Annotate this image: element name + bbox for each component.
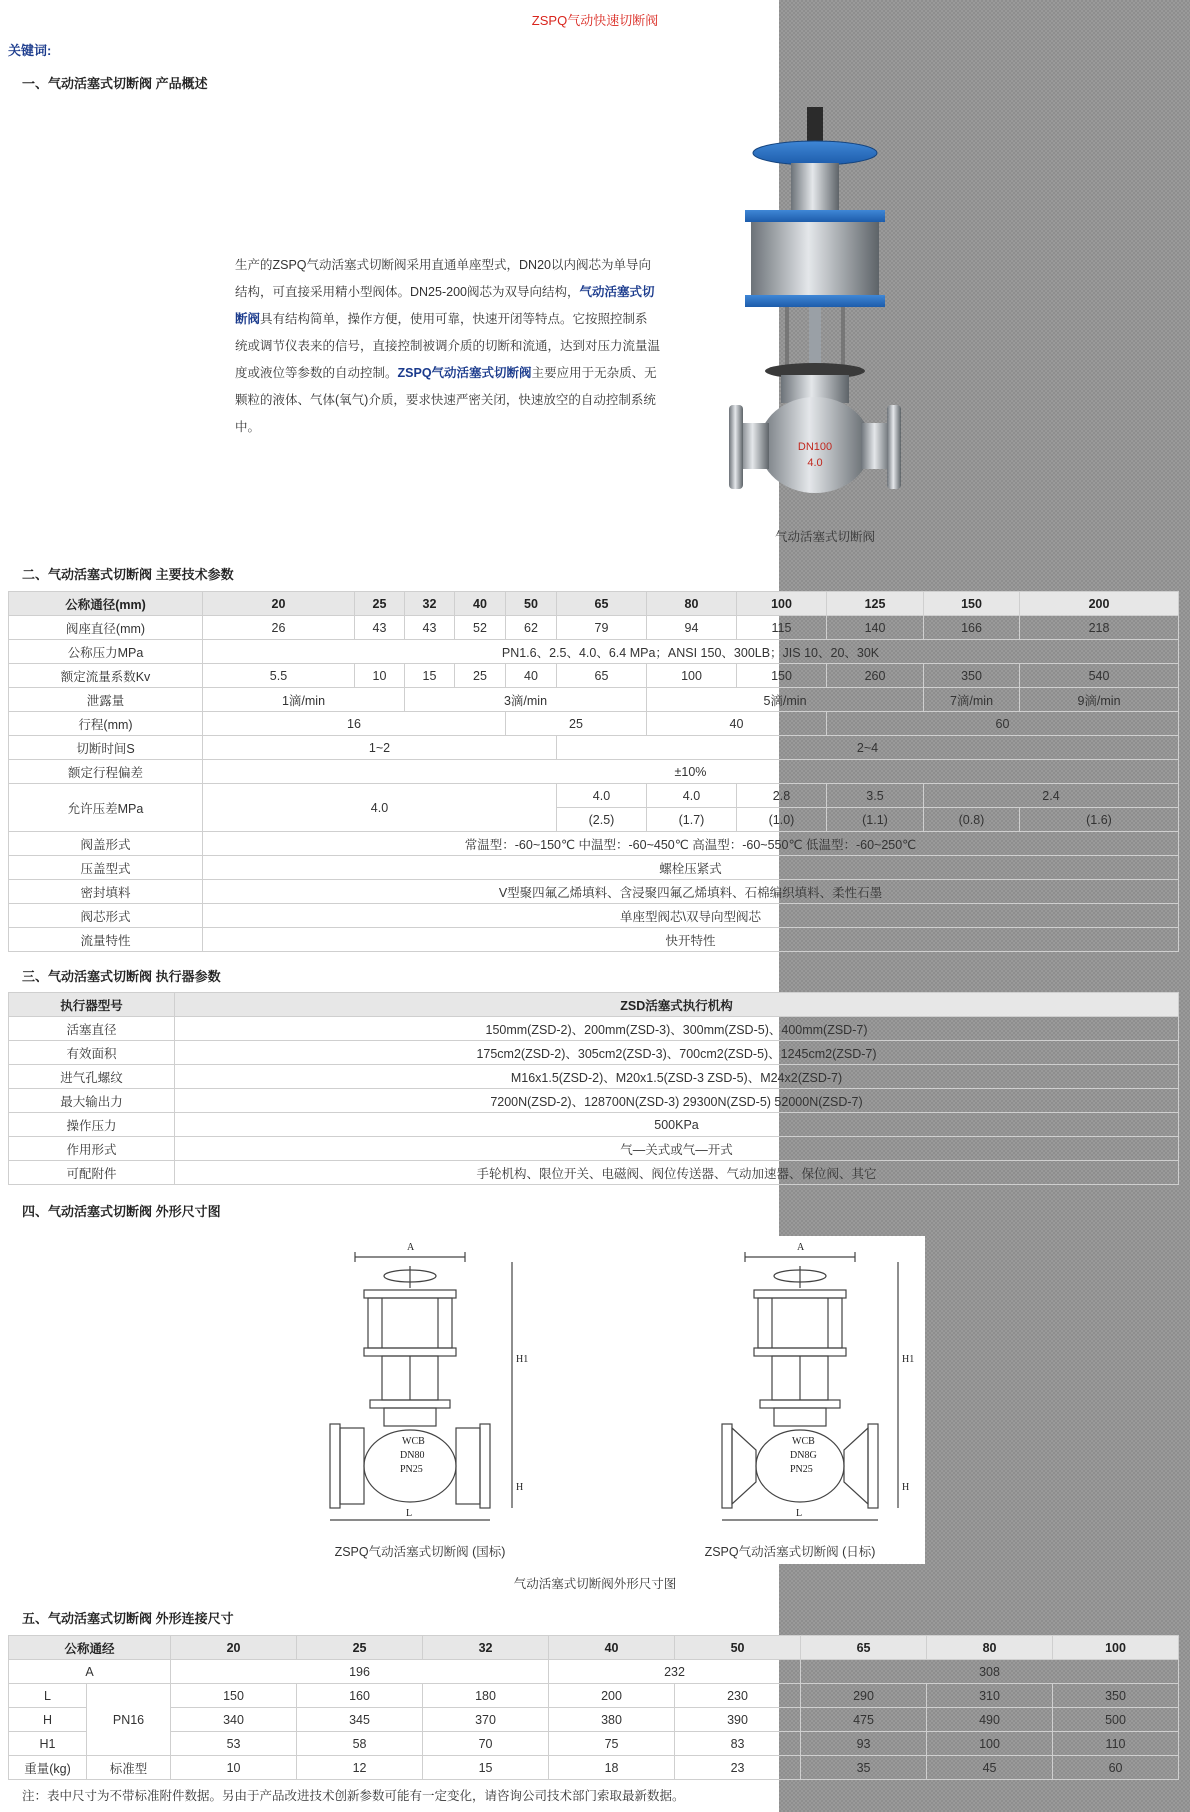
cell: 活塞直径 <box>9 1017 175 1041</box>
cell: 218 <box>1020 616 1179 640</box>
cell: 115 <box>737 616 827 640</box>
cell: 390 <box>675 1708 801 1732</box>
cell: 60 <box>827 712 1179 736</box>
table-row <box>9 1161 1179 1185</box>
cell: 25 <box>355 592 405 616</box>
dim-h1-left: H1 <box>516 1354 529 1365</box>
table-row <box>9 1041 1179 1065</box>
cell: 2~4 <box>557 736 1179 760</box>
cell: 2.4 <box>924 784 1179 808</box>
dim-a-left: A <box>407 1242 415 1253</box>
cell: 25 <box>297 1636 423 1660</box>
cell: 最大输出力 <box>9 1089 175 1113</box>
drawing-caption-gb: ZSPQ气动活塞式切断阀 (国标) <box>334 1545 506 1559</box>
cell: 43 <box>405 616 455 640</box>
cell: 9滴/min <box>1020 688 1179 712</box>
cell: 125 <box>827 592 924 616</box>
cell: 310 <box>927 1684 1053 1708</box>
cell: 阀座直径(mm) <box>9 616 203 640</box>
table-row <box>9 760 1179 784</box>
cell: 1滴/min <box>203 688 405 712</box>
section-overview: 一、气动活塞式切断阀 产品概述 <box>22 76 208 91</box>
cell: 35 <box>801 1756 927 1780</box>
intro-highlight1[interactable]: 气动活塞式切断阀 <box>235 285 655 326</box>
cell: 53 <box>171 1732 297 1756</box>
table-row <box>9 688 1179 712</box>
cell: 490 <box>927 1708 1053 1732</box>
cell: 额定流量系数Kv <box>9 664 203 688</box>
cell: 196 <box>171 1660 549 1684</box>
dims-header-row <box>9 1636 1179 1660</box>
cell: 50 <box>675 1636 801 1660</box>
cell: ±10% <box>203 760 1179 784</box>
cell: M16x1.5(ZSD-2)、M20x1.5(ZSD-3 ZSD-5)、M24x2(ZSD-7) <box>175 1065 1179 1089</box>
cell: 作用形式 <box>9 1137 175 1161</box>
cell: 79 <box>557 616 647 640</box>
cell: ZSD活塞式执行机构 <box>175 993 1179 1017</box>
cell: 380 <box>549 1708 675 1732</box>
cell: 166 <box>924 616 1020 640</box>
cell: 70 <box>423 1732 549 1756</box>
cell: 15 <box>405 664 455 688</box>
cell: 350 <box>924 664 1020 688</box>
cell: (1.1) <box>827 808 924 832</box>
table-row <box>9 1137 1179 1161</box>
cell: 操作压力 <box>9 1113 175 1137</box>
section-dimensions: 五、气动活塞式切断阀 外形连接尺寸 <box>22 1611 234 1626</box>
cell: 308 <box>801 1660 1179 1684</box>
dim-h-left: H <box>516 1482 524 1493</box>
table-row <box>9 640 1179 664</box>
cell: 100 <box>647 664 737 688</box>
table-row <box>9 904 1179 928</box>
cell: 可配附件 <box>9 1161 175 1185</box>
intro-part3: 主要应用于无杂质、无颗粒的液体、气体(氧气)介质，要求快速严密关闭，快速放空的自动控制系统中。 <box>235 366 657 434</box>
intro-part1: 生产的ZSPQ气动活塞式切断阀采用直通单座型式，DN20以内阀芯为单导向结构，可直接采用精小型阀体。DN25-200阀芯为双导向结构， <box>235 258 651 299</box>
dim-h1-right: H1 <box>902 1354 915 1365</box>
cell: (1.0) <box>737 808 827 832</box>
cell: 切断时间S <box>9 736 203 760</box>
section-actuator: 三、气动活塞式切断阀 执行器参数 <box>22 969 221 984</box>
cell: 52 <box>455 616 506 640</box>
cell: 200 <box>1020 592 1179 616</box>
cell: 重量(kg) <box>9 1756 87 1780</box>
cell: 公称压力MPa <box>9 640 203 664</box>
cell: 100 <box>737 592 827 616</box>
cell: 83 <box>675 1732 801 1756</box>
cell: 43 <box>355 616 405 640</box>
cell: 80 <box>927 1636 1053 1660</box>
cell: H1 <box>9 1732 87 1756</box>
cell: 160 <box>297 1684 423 1708</box>
cell: 15 <box>423 1756 549 1780</box>
cell: 标准型 <box>87 1756 171 1780</box>
cell: (1.6) <box>1020 808 1179 832</box>
table-row <box>9 856 1179 880</box>
cell: 快开特性 <box>203 928 1179 952</box>
cell: 58 <box>297 1732 423 1756</box>
table-row <box>9 736 1179 760</box>
cell: 4.0 <box>557 784 647 808</box>
cell: 340 <box>171 1708 297 1732</box>
cell: 150 <box>171 1684 297 1708</box>
dim-a-right: A <box>797 1242 805 1253</box>
section-tech: 二、气动活塞式切断阀 主要技术参数 <box>22 567 234 582</box>
valve-dn-mark: DN100 <box>797 441 833 453</box>
table-row <box>9 1017 1179 1041</box>
product-image <box>725 105 905 515</box>
cell: 232 <box>549 1660 801 1684</box>
cell: 16 <box>203 712 506 736</box>
cell: 流量特性 <box>9 928 203 952</box>
cell: A <box>9 1660 171 1684</box>
cell: 25 <box>506 712 647 736</box>
cell: 4.0 <box>647 784 737 808</box>
dimension-drawings <box>320 1232 920 1532</box>
cell: 290 <box>801 1684 927 1708</box>
cell: 60 <box>1053 1756 1179 1780</box>
dim-h-right: H <box>902 1482 910 1493</box>
cell: 350 <box>1053 1684 1179 1708</box>
table-row <box>9 928 1179 952</box>
intro-part2: 具有结构简单，操作方便，使用可靠，快速开闭等特点。它按照控制系统或调节仪表来的信号，直接控制被调介质的切断和流通，达到对压力流量温度或液位等参数的自动控制。 <box>235 312 661 380</box>
cell: 气—关式或气—开式 <box>175 1137 1179 1161</box>
cell: 32 <box>405 592 455 616</box>
cell: 500 <box>1053 1708 1179 1732</box>
cell: 110 <box>1053 1732 1179 1756</box>
intro-highlight2[interactable]: ZSPQ气动活塞式切断阀 <box>397 366 532 380</box>
cell: 50 <box>506 592 557 616</box>
dim-l-right: L <box>796 1508 803 1519</box>
cell: 80 <box>647 592 737 616</box>
actuator-header-row <box>9 993 1179 1017</box>
cell: 345 <box>297 1708 423 1732</box>
mark-dn-right: DN8G <box>790 1450 817 1461</box>
table-row <box>9 664 1179 688</box>
cell: 进气孔螺纹 <box>9 1065 175 1089</box>
tech-table <box>8 591 1179 952</box>
table-row <box>9 1113 1179 1137</box>
cell: 20 <box>203 592 355 616</box>
tech-header-row <box>9 592 1179 616</box>
cell: 500KPa <box>175 1113 1179 1137</box>
drawing-gb <box>330 1242 528 1520</box>
cell: 公称通经 <box>9 1636 171 1660</box>
cell: 3.5 <box>827 784 924 808</box>
cell: 40 <box>506 664 557 688</box>
cell: 40 <box>549 1636 675 1660</box>
cell: 1~2 <box>203 736 557 760</box>
cell: 10 <box>355 664 405 688</box>
cell: 180 <box>423 1684 549 1708</box>
cell: L <box>9 1684 87 1708</box>
cell: V型聚四氟乙烯填料、含浸聚四氟乙烯填料、石棉编织填料、柔性石墨 <box>203 880 1179 904</box>
cell: 94 <box>647 616 737 640</box>
cell: 常温型：-60~150℃ 中温型：-60~450℃ 高温型：-60~550℃ 低温型：-60~250℃ <box>203 832 1179 856</box>
keywords-label: 关键词: <box>8 43 52 58</box>
cell: 5.5 <box>203 664 355 688</box>
drawing-main-caption: 气动活塞式切断阀外形尺寸图 <box>513 1577 677 1591</box>
cell: 有效面积 <box>9 1041 175 1065</box>
cell: 密封填料 <box>9 880 203 904</box>
cell: 执行器型号 <box>9 993 175 1017</box>
cell: 23 <box>675 1756 801 1780</box>
page-title: ZSPQ气动快速切断阀 <box>531 13 659 28</box>
drawing-caption-jis: ZSPQ气动活塞式切断阀 (日标) <box>704 1545 876 1559</box>
table-row <box>9 1732 1179 1756</box>
table-row <box>9 1089 1179 1113</box>
footnote: 注：表中尺寸为不带标准附件数据。另由于产品改进技术创新参数可能有一定变化，请咨询公司技术部门索取最新数据。 <box>22 1789 685 1803</box>
cell: 螺栓压紧式 <box>203 856 1179 880</box>
cell: 200 <box>549 1684 675 1708</box>
cell: 260 <box>827 664 924 688</box>
cell: 额定行程偏差 <box>9 760 203 784</box>
cell: 18 <box>549 1756 675 1780</box>
table-row <box>9 1684 1179 1708</box>
valve-pn-mark: 4.0 <box>807 457 823 469</box>
cell: 阀芯形式 <box>9 904 203 928</box>
cell: 40 <box>455 592 506 616</box>
cell: 45 <box>927 1756 1053 1780</box>
cell: 7滴/min <box>924 688 1020 712</box>
cell: 62 <box>506 616 557 640</box>
cell: 75 <box>549 1732 675 1756</box>
cell: PN16 <box>87 1684 171 1756</box>
dim-l-left: L <box>406 1508 413 1519</box>
cell: 40 <box>647 712 827 736</box>
table-row <box>9 880 1179 904</box>
cell: 行程(mm) <box>9 712 203 736</box>
cell: 3滴/min <box>405 688 647 712</box>
cell: 65 <box>557 664 647 688</box>
cell: (0.8) <box>924 808 1020 832</box>
cell: 93 <box>801 1732 927 1756</box>
intro-text <box>235 252 660 441</box>
cell: 阀盖形式 <box>9 832 203 856</box>
cell: 65 <box>557 592 647 616</box>
cell: 140 <box>827 616 924 640</box>
actuator-table <box>8 992 1179 1185</box>
cell: 150 <box>924 592 1020 616</box>
mark-pn-right: PN25 <box>790 1464 813 1475</box>
table-row <box>9 1065 1179 1089</box>
dims-table <box>8 1635 1179 1780</box>
cell: 26 <box>203 616 355 640</box>
cell: PN1.6、2.5、4.0、6.4 MPa；ANSI 150、300LB；JIS 10、20、30K <box>203 640 1179 664</box>
cell: 100 <box>1053 1636 1179 1660</box>
cell: H <box>9 1708 87 1732</box>
cell: 手轮机构、限位开关、电磁阀、阀位传送器、气动加速器、保位阀、其它 <box>175 1161 1179 1185</box>
cell: 7200N(ZSD-2)、128700N(ZSD-3) 29300N(ZSD-5) 52000N(ZSD-7) <box>175 1089 1179 1113</box>
cell: 65 <box>801 1636 927 1660</box>
cell: (1.7) <box>647 808 737 832</box>
drawing-jis <box>722 1242 914 1520</box>
table-row <box>9 712 1179 736</box>
cell: 370 <box>423 1708 549 1732</box>
mark-wcb-left: WCB <box>402 1436 425 1447</box>
cell: 475 <box>801 1708 927 1732</box>
cell: 150mm(ZSD-2)、200mm(ZSD-3)、300mm(ZSD-5)、400mm(ZSD-7) <box>175 1017 1179 1041</box>
cell: 5滴/min <box>647 688 924 712</box>
mark-wcb-right: WCB <box>792 1436 815 1447</box>
cell: 2.8 <box>737 784 827 808</box>
cell: 允许压差MPa <box>9 784 203 832</box>
cell: 泄露量 <box>9 688 203 712</box>
cell: 100 <box>927 1732 1053 1756</box>
product-caption: 气动活塞式切断阀 <box>774 530 875 544</box>
cell: 32 <box>423 1636 549 1660</box>
cell: 公称通径(mm) <box>9 592 203 616</box>
cell: 230 <box>675 1684 801 1708</box>
table-row <box>9 616 1179 640</box>
cell: 175cm2(ZSD-2)、305cm2(ZSD-3)、700cm2(ZSD-5)、1245cm2(ZSD-7) <box>175 1041 1179 1065</box>
cell: 150 <box>737 664 827 688</box>
cell: 单座型阀芯\双导向型阀芯 <box>203 904 1179 928</box>
cell: (2.5) <box>557 808 647 832</box>
table-row <box>9 784 1179 808</box>
cell: 4.0 <box>203 784 557 832</box>
mark-dn-left: DN80 <box>400 1450 425 1461</box>
table-row <box>9 1756 1179 1780</box>
cell: 压盖型式 <box>9 856 203 880</box>
cell: 540 <box>1020 664 1179 688</box>
table-row <box>9 1660 1179 1684</box>
section-drawing: 四、气动活塞式切断阀 外形尺寸图 <box>22 1204 221 1219</box>
table-row <box>9 1708 1179 1732</box>
table-row <box>9 832 1179 856</box>
mark-pn-left: PN25 <box>400 1464 423 1475</box>
cell: 25 <box>455 664 506 688</box>
cell: 20 <box>171 1636 297 1660</box>
cell: 12 <box>297 1756 423 1780</box>
cell: 10 <box>171 1756 297 1780</box>
